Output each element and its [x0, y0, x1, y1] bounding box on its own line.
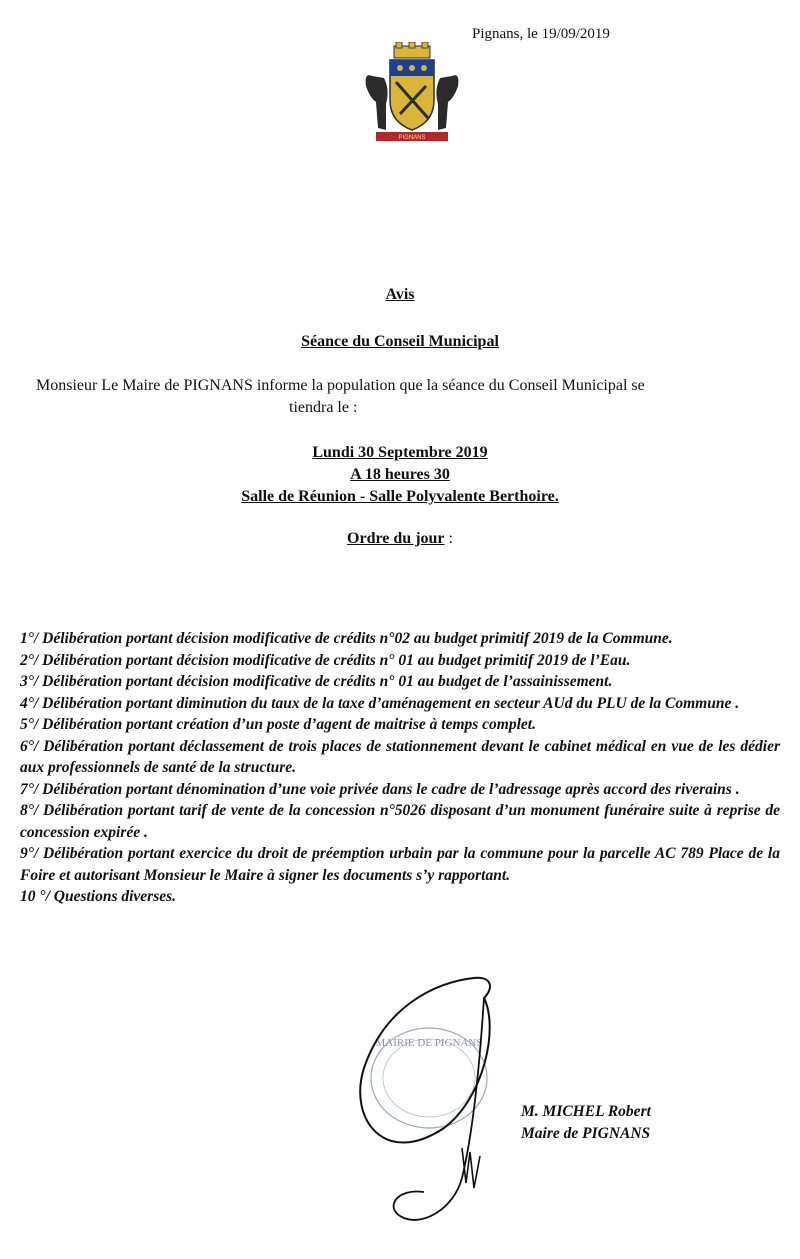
meeting-time: A 18 heures 30	[350, 466, 450, 483]
agenda-heading-colon: :	[444, 530, 453, 547]
agenda-item: 2°/ Délibération portant décision modificative de crédits n° 01 au budget primitif 2019 de l’Eau.	[20, 651, 631, 669]
agenda-heading	[0, 530, 800, 548]
intro-line-2: tiendra le :	[289, 399, 358, 416]
signer-name: M. MICHEL Robert	[521, 1103, 651, 1120]
intro-line-1: Monsieur Le Maire de PIGNANS informe la population que la séance du Conseil Municipal se	[36, 377, 645, 394]
agenda-heading-label: Ordre du jour	[347, 530, 445, 547]
stamp-text: MAIRIE DE PIGNANS	[375, 1037, 483, 1049]
agenda-item: 10 °/ Questions diverses.	[20, 888, 177, 905]
notice-subtitle: Séance du Conseil Municipal	[301, 333, 499, 350]
agenda-item: 1°/ Délibération portant décision modificative de crédits n°02 au budget primitif 2019 de la Commune.	[20, 630, 673, 647]
meeting-date: Lundi 30 Septembre 2019	[312, 444, 488, 461]
town-crest-logo	[356, 42, 468, 146]
signer-block	[521, 1101, 651, 1145]
crest-banner-text: PIGNANS	[398, 135, 426, 141]
agenda-item: 9°/ Délibération portant exercice du droit de préemption urbain par la commune pour la parcelle AC 789 Place de la Foire et autorisant Monsieur le Maire à signer les documents s’y rapportant.	[20, 845, 780, 884]
place-date: Pignans, le 19/09/2019	[472, 26, 610, 42]
agenda-item: 8°/ Délibération portant tarif de vente de la concession n°5026 disposant d’un monument funéraire suite à reprise de concession expirée .	[20, 802, 780, 841]
handwritten-signature-and-stamp	[334, 968, 534, 1253]
agenda-item: 4°/ Délibération portant diminution du taux de la taxe d’aménagement en secteur AUd du PLU de la Commune .	[20, 694, 740, 712]
agenda-item: 3°/ Délibération portant décision modificative de crédits n° 01 au budget de l’assainissement.	[20, 673, 613, 690]
meeting-venue: Salle de Réunion - Salle Polyvalente Berthoire.	[241, 488, 559, 505]
notice-title: Avis	[385, 286, 415, 303]
signer-role: Maire de PIGNANS	[521, 1125, 651, 1142]
meeting-details	[0, 442, 800, 508]
agenda-item: 6°/ Délibération portant déclassement de trois places de stationnement devant le cabinet médical en vue de les dédier aux professionnels de santé de la structure.	[20, 737, 780, 776]
agenda-item: 5°/ Délibération portant création d’un poste d’agent de maitrise à temps complet.	[20, 716, 536, 733]
agenda-list	[20, 628, 780, 908]
intro-paragraph	[36, 375, 786, 419]
agenda-item: 7°/ Délibération portant dénomination d’une voie privée dans le cadre de l’adressage après accord des riverains .	[20, 780, 740, 798]
